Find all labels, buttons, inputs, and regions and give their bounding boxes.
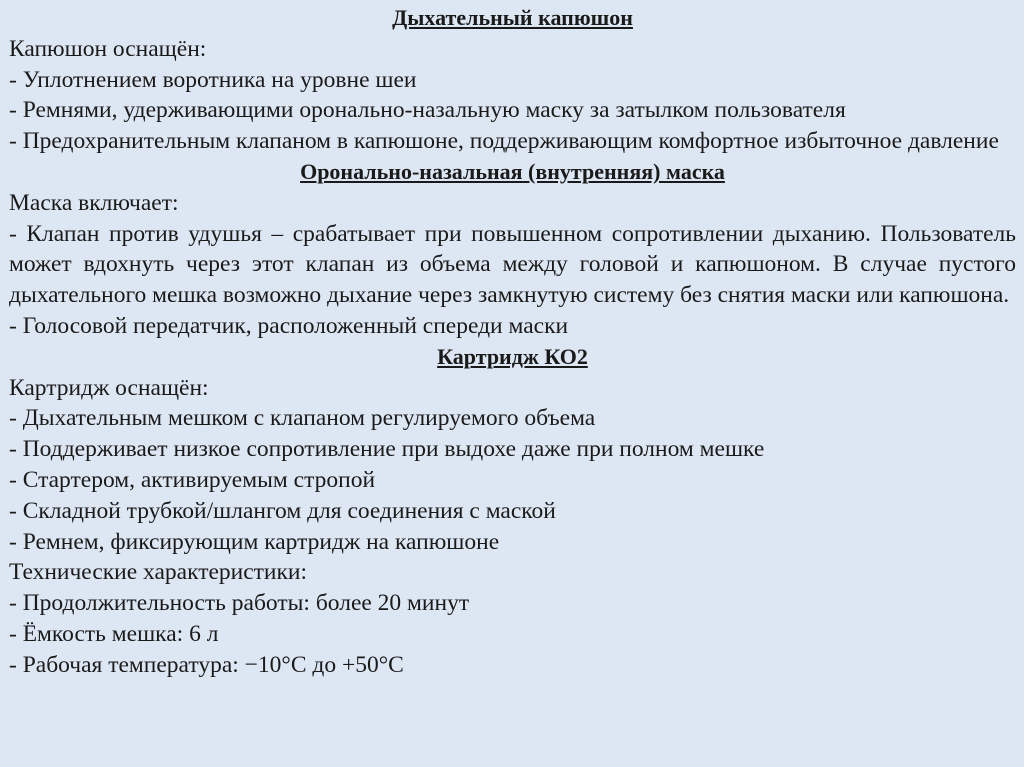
section-title-mask: Оронально-назальная (внутренняя) маска: [300, 158, 725, 184]
list-item: - Стартером, активируемым стропой: [9, 466, 376, 493]
list-item: - Предохранительным клапаном в капюшоне, поддерживающим комфортное избыточное давление: [9, 128, 999, 155]
list-item: - Ёмкость мешка: 6 л: [9, 620, 219, 647]
section-title-hood: Дыхательный капюшон: [392, 5, 633, 30]
list-item: - Ремнем, фиксирующим картридж на капюшоне: [9, 528, 500, 555]
section-title-cartridge: Картридж КО2: [437, 343, 588, 369]
list-item: - Поддерживает низкое сопротивление при выдохе даже при полном мешке: [9, 436, 765, 463]
list-item: - Уплотнением воротника на уровне шеи: [9, 66, 417, 93]
list-item: - Дыхательным мешком с клапаном регулируемого объема: [9, 405, 596, 432]
section-intro-mask: Маска включает:: [9, 189, 179, 216]
section-intro-cartridge: Картридж оснащён:: [9, 374, 209, 401]
list-item: - Рабочая температура: −10°C до +50°C: [9, 651, 404, 678]
list-item: - Складной трубкой/шлангом для соединения с маской: [9, 497, 556, 524]
list-item: - Продолжительность работы: более 20 минут: [9, 590, 470, 617]
list-item: - Клапан против удушья – срабатывает при повышенном сопротивлении дыханию. Пользователь может вдохнуть через этот клапан из объема между головой и капюшоном. В случае пустого дыхательного мешка возможно дыхание через замкнутую систему без снятия маски или капюшона.: [9, 220, 1016, 309]
section-intro-hood: Капюшон оснащён:: [9, 35, 207, 62]
section-intro-specs: Технические характеристики:: [9, 559, 308, 586]
list-item: - Ремнями, удерживающими оронально-назальную маску за затылком пользователя: [9, 97, 846, 124]
list-item: - Голосовой передатчик, расположенный спереди маски: [9, 312, 569, 339]
